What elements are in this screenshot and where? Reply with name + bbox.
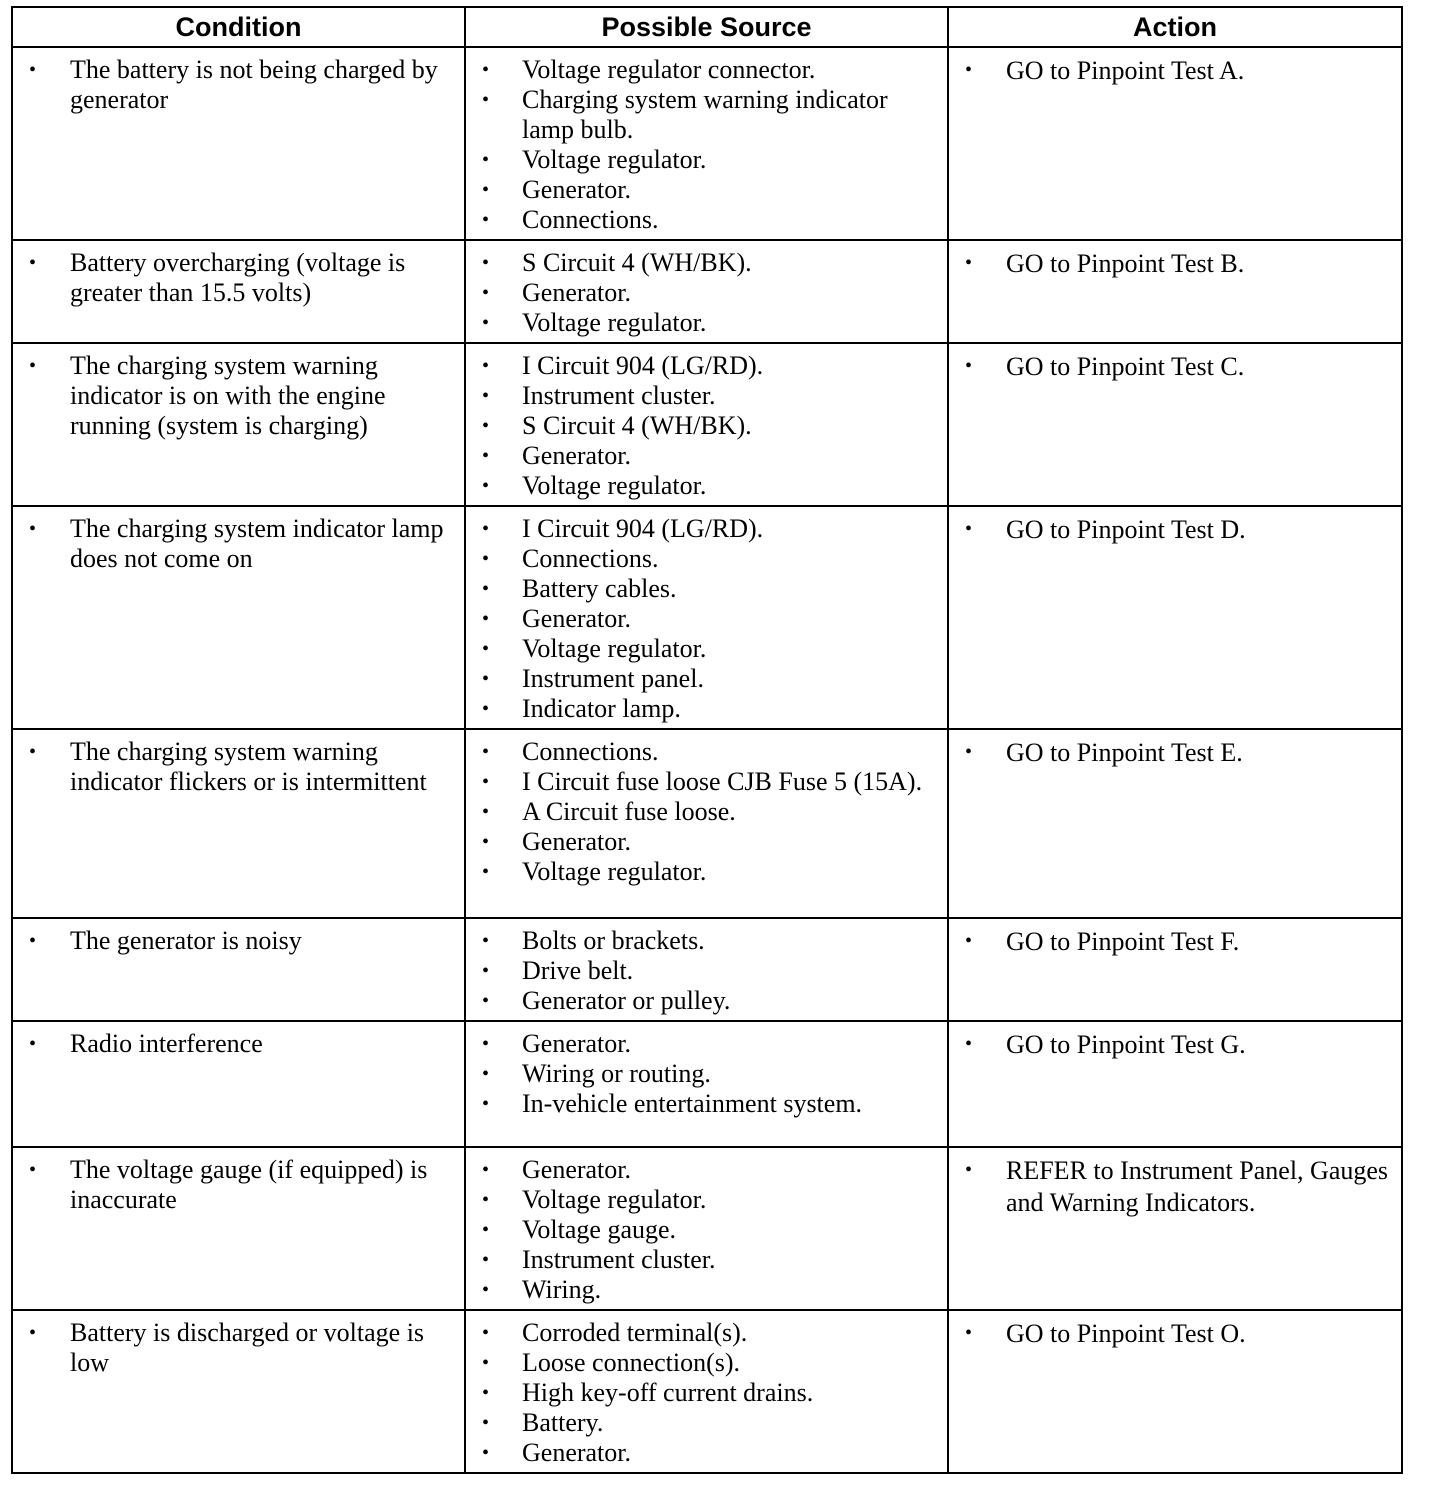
condition-cell-list xyxy=(13,919,464,960)
list-item xyxy=(466,737,937,767)
condition-cell xyxy=(12,240,465,343)
list-item-text: Generator. xyxy=(522,1029,632,1058)
list-item xyxy=(466,471,937,501)
list-item-text: I Circuit 904 (LG/RD). xyxy=(522,351,764,380)
bullet-icon: • xyxy=(965,1033,973,1055)
list-item xyxy=(949,514,1391,546)
table-row xyxy=(12,506,1402,729)
condition-cell xyxy=(12,47,465,240)
header-action: Action xyxy=(948,7,1402,47)
bullet-icon: • xyxy=(965,930,973,952)
condition-cell-list xyxy=(13,507,464,578)
bullet-icon: • xyxy=(29,355,37,377)
condition-cell xyxy=(12,1310,465,1473)
action-cell-list xyxy=(949,344,1401,387)
list-item xyxy=(466,604,937,634)
condition-cell xyxy=(12,729,465,918)
list-item-text: Instrument cluster. xyxy=(522,381,716,410)
list-item-text: Voltage regulator. xyxy=(522,308,707,337)
list-item-text: REFER to Instrument Panel, Gauges and Warning Indicators. xyxy=(1006,1156,1389,1217)
list-item xyxy=(13,514,454,574)
list-item-text: High key-off current drains. xyxy=(522,1378,814,1407)
list-item-text: Battery is discharged or voltage is low xyxy=(70,1318,425,1377)
list-item xyxy=(466,956,937,986)
list-item xyxy=(466,248,937,278)
list-item xyxy=(466,1089,937,1119)
condition-cell xyxy=(12,506,465,729)
list-item xyxy=(466,1275,937,1305)
list-item-text: Battery. xyxy=(522,1408,604,1437)
possible-source-cell-list xyxy=(466,507,947,728)
bullet-icon: • xyxy=(482,282,490,304)
list-item-text: GO to Pinpoint Test O. xyxy=(1006,1319,1246,1348)
bullet-icon: • xyxy=(29,1033,37,1055)
list-item xyxy=(466,664,937,694)
list-item xyxy=(466,827,937,857)
possible-source-cell-list xyxy=(466,241,947,342)
list-item-text: I Circuit 904 (LG/RD). xyxy=(522,514,764,543)
list-item xyxy=(466,767,937,797)
list-item-text: Wiring. xyxy=(522,1275,602,1304)
list-item-text: Instrument cluster. xyxy=(522,1245,716,1274)
action-cell-list xyxy=(949,919,1401,962)
list-item xyxy=(466,441,937,471)
list-item xyxy=(466,574,937,604)
list-item xyxy=(13,1318,454,1378)
list-item-text: Generator. xyxy=(522,827,632,856)
condition-cell-list xyxy=(13,730,464,801)
bullet-icon: • xyxy=(482,1249,490,1271)
bullet-icon: • xyxy=(482,1412,490,1434)
table-body xyxy=(12,47,1402,1473)
possible-source-cell-list xyxy=(466,344,947,505)
list-item-text: Voltage gauge. xyxy=(522,1215,677,1244)
action-cell-list xyxy=(949,1148,1401,1223)
condition-cell xyxy=(12,1147,465,1310)
table-row xyxy=(12,47,1402,240)
list-item-text: A Circuit fuse loose. xyxy=(522,797,736,826)
possible-source-cell-list xyxy=(466,48,947,239)
list-item-text: The generator is noisy xyxy=(70,926,302,955)
list-item-text: Charging system warning indicator lamp bulb. xyxy=(522,85,888,144)
table-row xyxy=(12,729,1402,918)
possible-source-cell xyxy=(465,1310,948,1473)
list-item-text: Voltage regulator. xyxy=(522,471,707,500)
bullet-icon: • xyxy=(482,179,490,201)
possible-source-cell xyxy=(465,729,948,918)
bullet-icon: • xyxy=(482,1219,490,1241)
action-cell xyxy=(948,918,1402,1021)
list-item xyxy=(949,737,1391,769)
list-item-text: The charging system warning indicator is on with the engine running (system is charging) xyxy=(70,351,386,440)
list-item xyxy=(13,248,454,308)
possible-source-cell-list xyxy=(466,1311,947,1472)
bullet-icon: • xyxy=(482,355,490,377)
bullet-icon: • xyxy=(29,930,37,952)
condition-cell xyxy=(12,918,465,1021)
list-item xyxy=(466,1155,937,1185)
bullet-icon: • xyxy=(29,252,37,274)
list-item xyxy=(949,248,1391,280)
bullet-icon: • xyxy=(482,578,490,600)
condition-cell-list xyxy=(13,344,464,445)
list-item xyxy=(466,1059,937,1089)
list-item xyxy=(466,986,937,1016)
header-condition: Condition xyxy=(12,7,465,47)
list-item-text: GO to Pinpoint Test C. xyxy=(1006,352,1245,381)
condition-cell-list xyxy=(13,48,464,119)
bullet-icon: • xyxy=(482,1382,490,1404)
list-item-text: GO to Pinpoint Test E. xyxy=(1006,738,1243,767)
list-item xyxy=(466,926,937,956)
list-item-text: GO to Pinpoint Test D. xyxy=(1006,515,1246,544)
diagnosis-table xyxy=(11,6,1403,1474)
bullet-icon: • xyxy=(965,741,973,763)
list-item-text: S Circuit 4 (WH/BK). xyxy=(522,248,752,277)
list-item-text: The voltage gauge (if equipped) is inaccurate xyxy=(70,1155,428,1214)
list-item-text: Wiring or routing. xyxy=(522,1059,711,1088)
action-cell-list xyxy=(949,48,1401,91)
list-item-text: Bolts or brackets. xyxy=(522,926,705,955)
list-item-text: Battery overcharging (voltage is greater than 15.5 volts) xyxy=(70,248,406,307)
bullet-icon: • xyxy=(482,741,490,763)
list-item xyxy=(466,857,937,887)
list-item xyxy=(466,411,937,441)
bullet-icon: • xyxy=(482,209,490,231)
action-cell xyxy=(948,240,1402,343)
possible-source-cell xyxy=(465,47,948,240)
bullet-icon: • xyxy=(482,801,490,823)
list-item-text: Connections. xyxy=(522,544,659,573)
condition-cell-list xyxy=(13,1148,464,1219)
possible-source-cell-list xyxy=(466,919,947,1020)
list-item xyxy=(13,1029,454,1059)
table-row xyxy=(12,1310,1402,1473)
bullet-icon: • xyxy=(482,475,490,497)
bullet-icon: • xyxy=(482,1189,490,1211)
list-item-text: GO to Pinpoint Test F. xyxy=(1006,927,1240,956)
list-item-text: Voltage regulator. xyxy=(522,857,707,886)
possible-source-cell-list xyxy=(466,1022,947,1123)
bullet-icon: • xyxy=(482,89,490,111)
bullet-icon: • xyxy=(482,698,490,720)
action-cell-list xyxy=(949,1022,1401,1065)
table-row xyxy=(12,240,1402,343)
list-item-text: Generator. xyxy=(522,278,632,307)
bullet-icon: • xyxy=(965,355,973,377)
list-item xyxy=(466,381,937,411)
bullet-icon: • xyxy=(482,1063,490,1085)
list-item xyxy=(466,634,937,664)
list-item xyxy=(466,694,937,724)
table-row xyxy=(12,1147,1402,1310)
list-item-text: Indicator lamp. xyxy=(522,694,681,723)
bullet-icon: • xyxy=(482,385,490,407)
bullet-icon: • xyxy=(482,1352,490,1374)
bullet-icon: • xyxy=(29,59,37,81)
list-item xyxy=(949,1155,1391,1219)
list-item xyxy=(466,1215,937,1245)
condition-cell-list xyxy=(13,1022,464,1063)
list-item xyxy=(13,926,454,956)
action-cell xyxy=(948,506,1402,729)
list-item-text: Voltage regulator connector. xyxy=(522,55,816,84)
list-item-text: Loose connection(s). xyxy=(522,1348,741,1377)
bullet-icon: • xyxy=(482,1442,490,1464)
list-item-text: Voltage regulator. xyxy=(522,1185,707,1214)
list-item xyxy=(466,278,937,308)
list-item xyxy=(949,926,1391,958)
condition-cell xyxy=(12,1021,465,1147)
header-row xyxy=(12,7,1402,47)
table-row xyxy=(12,1021,1402,1147)
list-item-text: Generator. xyxy=(522,1438,632,1467)
list-item xyxy=(466,797,937,827)
list-item-text: Generator. xyxy=(522,1155,632,1184)
list-item-text: Voltage regulator. xyxy=(522,145,707,174)
bullet-icon: • xyxy=(482,1159,490,1181)
possible-source-cell xyxy=(465,343,948,506)
list-item xyxy=(949,351,1391,383)
bullet-icon: • xyxy=(482,445,490,467)
list-item-text: Generator. xyxy=(522,441,632,470)
list-item xyxy=(949,55,1391,87)
bullet-icon: • xyxy=(29,518,37,540)
bullet-icon: • xyxy=(482,638,490,660)
action-cell-list xyxy=(949,241,1401,284)
list-item xyxy=(466,1408,937,1438)
action-cell xyxy=(948,729,1402,918)
bullet-icon: • xyxy=(482,1279,490,1301)
list-item xyxy=(466,1438,937,1468)
bullet-icon: • xyxy=(482,548,490,570)
list-item xyxy=(949,1318,1391,1350)
list-item xyxy=(949,1029,1391,1061)
list-item xyxy=(466,1348,937,1378)
list-item-text: The charging system indicator lamp does not come on xyxy=(70,514,444,573)
list-item-text: Drive belt. xyxy=(522,956,634,985)
list-item-text: Voltage regulator. xyxy=(522,634,707,663)
list-item xyxy=(466,205,937,235)
action-cell-list xyxy=(949,730,1401,773)
list-item-text: I Circuit fuse loose CJB Fuse 5 (15A). xyxy=(522,767,923,796)
list-item-text: GO to Pinpoint Test G. xyxy=(1006,1030,1246,1059)
list-item xyxy=(466,85,937,145)
bullet-icon: • xyxy=(482,1093,490,1115)
list-item-text: Generator. xyxy=(522,175,632,204)
list-item xyxy=(466,544,937,574)
possible-source-cell xyxy=(465,240,948,343)
list-item-text: Radio interference xyxy=(70,1029,263,1058)
action-cell-list xyxy=(949,1311,1401,1354)
list-item-text: Connections. xyxy=(522,205,659,234)
list-item xyxy=(13,1155,454,1215)
bullet-icon: • xyxy=(965,59,973,81)
list-item-text: Generator or pulley. xyxy=(522,986,731,1015)
list-item xyxy=(466,1245,937,1275)
bullet-icon: • xyxy=(482,415,490,437)
possible-source-cell xyxy=(465,1147,948,1310)
list-item-text: GO to Pinpoint Test A. xyxy=(1006,56,1245,85)
bullet-icon: • xyxy=(482,990,490,1012)
list-item-text: Instrument panel. xyxy=(522,664,704,693)
action-cell xyxy=(948,1147,1402,1310)
condition-cell-list xyxy=(13,241,464,312)
list-item xyxy=(466,1378,937,1408)
possible-source-cell xyxy=(465,918,948,1021)
condition-cell-list xyxy=(13,1311,464,1382)
action-cell xyxy=(948,1021,1402,1147)
bullet-icon: • xyxy=(482,960,490,982)
bullet-icon: • xyxy=(482,668,490,690)
bullet-icon: • xyxy=(965,518,973,540)
list-item-text: The charging system warning indicator flickers or is intermittent xyxy=(70,737,427,796)
possible-source-cell-list xyxy=(466,1148,947,1309)
bullet-icon: • xyxy=(29,1159,37,1181)
bullet-icon: • xyxy=(482,831,490,853)
possible-source-cell-list xyxy=(466,730,947,891)
table-row xyxy=(12,918,1402,1021)
list-item xyxy=(13,737,454,797)
bullet-icon: • xyxy=(482,312,490,334)
action-cell-list xyxy=(949,507,1401,550)
possible-source-cell xyxy=(465,506,948,729)
bullet-icon: • xyxy=(482,930,490,952)
list-item xyxy=(466,1029,937,1059)
bullet-icon: • xyxy=(965,1322,973,1344)
bullet-icon: • xyxy=(482,252,490,274)
bullet-icon: • xyxy=(965,252,973,274)
bullet-icon: • xyxy=(482,149,490,171)
bullet-icon: • xyxy=(29,1322,37,1344)
list-item xyxy=(466,308,937,338)
action-cell xyxy=(948,1310,1402,1473)
list-item-text: S Circuit 4 (WH/BK). xyxy=(522,411,752,440)
list-item xyxy=(466,514,937,544)
list-item xyxy=(466,1185,937,1215)
list-item-text: GO to Pinpoint Test B. xyxy=(1006,249,1245,278)
list-item xyxy=(466,55,937,85)
bullet-icon: • xyxy=(482,608,490,630)
header-possible-source: Possible Source xyxy=(465,7,948,47)
list-item xyxy=(466,175,937,205)
bullet-icon: • xyxy=(482,518,490,540)
list-item-text: The battery is not being charged by generator xyxy=(70,55,438,114)
bullet-icon: • xyxy=(965,1159,973,1181)
action-cell xyxy=(948,47,1402,240)
bullet-icon: • xyxy=(482,1322,490,1344)
bullet-icon: • xyxy=(482,1033,490,1055)
bullet-icon: • xyxy=(482,771,490,793)
list-item xyxy=(466,351,937,381)
list-item-text: Battery cables. xyxy=(522,574,677,603)
list-item-text: Generator. xyxy=(522,604,632,633)
bullet-icon: • xyxy=(482,861,490,883)
list-item-text: Connections. xyxy=(522,737,659,766)
list-item xyxy=(466,1318,937,1348)
bullet-icon: • xyxy=(482,59,490,81)
table-row xyxy=(12,343,1402,506)
list-item-text: In-vehicle entertainment system. xyxy=(522,1089,863,1118)
condition-cell xyxy=(12,343,465,506)
bullet-icon: • xyxy=(29,741,37,763)
list-item xyxy=(466,145,937,175)
list-item-text: Corroded terminal(s). xyxy=(522,1318,748,1347)
list-item xyxy=(13,55,454,115)
possible-source-cell xyxy=(465,1021,948,1147)
list-item xyxy=(13,351,454,441)
action-cell xyxy=(948,343,1402,506)
